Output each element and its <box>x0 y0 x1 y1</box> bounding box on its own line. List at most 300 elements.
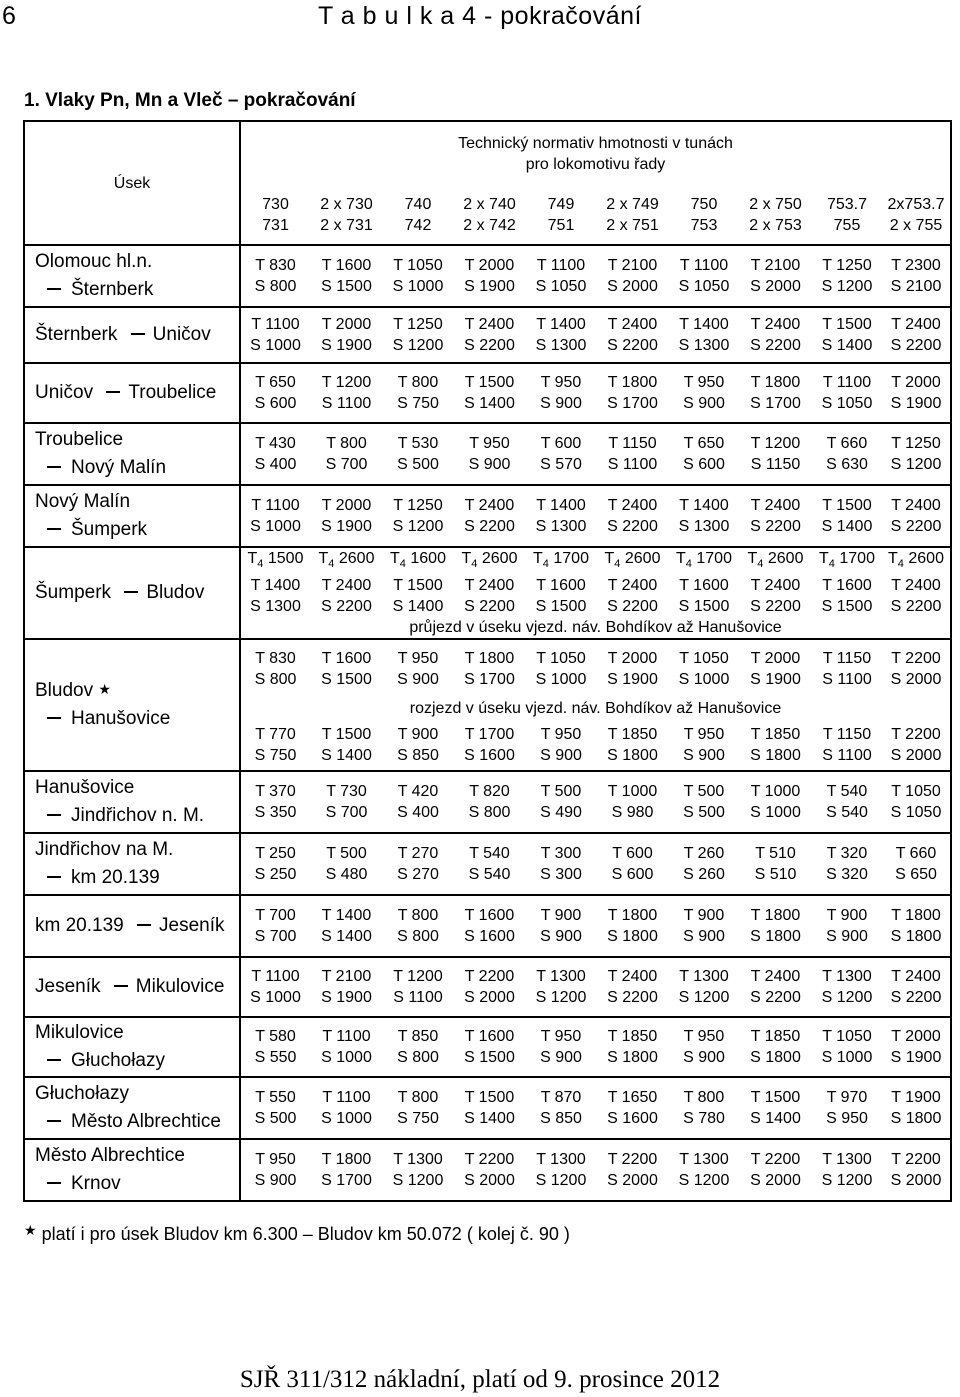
norm-s: S 1300 <box>678 337 730 354</box>
table-row <box>24 363 951 423</box>
norm-s: S 1700 <box>464 670 515 688</box>
norm-cell <box>669 833 739 895</box>
norm-cell <box>669 639 739 697</box>
norm-cell <box>240 485 310 547</box>
header-loco-column <box>240 186 310 245</box>
norm-s: S 1800 <box>750 1049 801 1067</box>
norm-cell <box>310 307 383 363</box>
table-row <box>24 245 951 307</box>
norm-cell <box>526 547 596 617</box>
norm-t: T 1850 <box>607 1028 658 1046</box>
norm-t: T 2400 <box>607 316 658 333</box>
norm-s: S 1300 <box>535 518 587 535</box>
norm-t: T 2000 <box>321 316 372 333</box>
norm-cell <box>453 307 526 363</box>
norm-s: S 750 <box>397 1110 439 1128</box>
section-from-text: Uničov <box>35 382 94 403</box>
norm-t: T 2200 <box>891 649 941 667</box>
norm-s: S 1400 <box>392 598 444 616</box>
norm-s: S 900 <box>540 746 582 764</box>
page-number: 6 <box>2 2 16 30</box>
norm-s: S 1400 <box>750 1110 801 1128</box>
dash-icon <box>114 985 128 987</box>
loco-series: 2 x 731 <box>320 217 373 234</box>
route-note: průjezd v úseku vjezd. náv. Bohdíkov až Hanušovice <box>240 617 951 639</box>
norm-cell <box>596 771 669 833</box>
norm-cell <box>812 771 882 833</box>
section-from <box>35 1080 239 1108</box>
section-name <box>24 895 240 957</box>
page-title: T a b u l k a 4 - pokračování <box>318 2 642 30</box>
norm-t: T 300 <box>540 845 582 863</box>
norm-s: S 2200 <box>890 518 942 535</box>
norm-s: S 1150 <box>750 456 801 473</box>
norm-t: T 800 <box>326 435 367 452</box>
norm-t: T 1400 <box>250 577 301 595</box>
norm-cell <box>812 547 882 617</box>
norm-t: T 1050 <box>822 1028 872 1046</box>
norm-cell <box>453 245 526 307</box>
section-from-text: Bludov <box>35 680 94 702</box>
norm-s: S 1500 <box>535 598 587 616</box>
norm-cell <box>453 1017 526 1077</box>
loco-series: 2 x 750 <box>749 196 802 213</box>
section-to-text: Bludov <box>146 582 205 604</box>
norm-s: S 800 <box>397 928 439 946</box>
norm-s: S 1000 <box>535 670 587 688</box>
norm-cell <box>882 245 951 307</box>
norm-t: T 1100 <box>251 497 300 514</box>
norm-cell <box>240 771 310 833</box>
route-note: rozjezd v úseku vjezd. náv. Bohdíkov až Hanušovice <box>240 697 951 719</box>
norm-cell <box>812 895 882 957</box>
norm-s: S 1900 <box>464 278 515 295</box>
section-to-text: Głuchołazy <box>71 1050 165 1072</box>
norm-cell <box>383 423 453 485</box>
loco-series: 2 x 730 <box>320 196 373 213</box>
header-group <box>240 121 951 186</box>
norm-s: S 1700 <box>321 1172 372 1190</box>
norm-cell <box>812 1017 882 1077</box>
norm-t: T 500 <box>540 783 582 801</box>
norm-s: S 780 <box>683 1110 725 1128</box>
norm-s: S 1800 <box>607 928 658 946</box>
t4-value: 2600 <box>481 550 518 567</box>
norm-t: T 800 <box>683 1089 725 1107</box>
t4-value: 1700 <box>839 550 875 567</box>
norm-cell <box>526 719 596 771</box>
norm-t: T 1050 <box>536 649 586 667</box>
norm-t: T 820 <box>469 783 510 801</box>
section-name <box>24 245 240 307</box>
loco-series: 2 x 742 <box>463 217 516 234</box>
norm-s: S 2200 <box>890 598 942 616</box>
section-from-text: Šternberk <box>35 324 118 345</box>
section-to-text: Uničov <box>152 324 211 345</box>
norm-s: S 900 <box>826 928 868 946</box>
header-loco-column <box>383 186 453 245</box>
norm-t: T 2000 <box>891 1028 941 1046</box>
norm-cell <box>739 719 812 771</box>
norm-cell <box>669 1139 739 1201</box>
norm-t: T 500 <box>683 783 725 801</box>
norm-t: T 2400 <box>607 968 658 986</box>
norm-cell <box>310 895 383 957</box>
norm-cell <box>240 423 310 485</box>
norm-t4 <box>812 548 882 575</box>
norm-s: S 1000 <box>750 804 801 822</box>
norm-cell <box>453 1077 526 1139</box>
section-from-text: Głuchołazy <box>35 1083 129 1105</box>
norm-s: S 800 <box>254 278 297 295</box>
t4-value: 1600 <box>410 550 446 567</box>
norm-cell <box>739 1077 812 1139</box>
table-row <box>24 307 951 363</box>
norm-s: S 1800 <box>750 928 801 946</box>
norm-t: T 900 <box>540 907 582 925</box>
norm-t: T 2000 <box>891 374 941 391</box>
dash-icon <box>47 1120 61 1122</box>
section-name <box>24 1017 240 1077</box>
norm-cell <box>882 485 951 547</box>
norm-t: T 1000 <box>750 783 801 801</box>
section-name <box>24 423 240 485</box>
norm-t: T 600 <box>540 435 582 452</box>
norm-s: S 1000 <box>250 989 301 1007</box>
norm-cell <box>739 895 812 957</box>
table-row <box>24 485 951 547</box>
norm-t: T 2400 <box>464 497 515 514</box>
norm-s: S 1500 <box>321 278 372 295</box>
norm-s: S 850 <box>540 1110 582 1128</box>
norm-t: T 1300 <box>679 1151 729 1169</box>
norm-s: S 900 <box>683 928 725 946</box>
norm-s: S 800 <box>397 1049 439 1067</box>
page-footer: SJŘ 311/312 nákladní, platí od 9. prosince 2012 <box>239 1366 721 1393</box>
norm-s: S 1000 <box>321 1049 372 1067</box>
norm-t: T 1300 <box>536 1151 586 1169</box>
norm-t: T 1500 <box>321 725 372 743</box>
section-to <box>35 1170 121 1198</box>
dash-icon <box>137 924 151 926</box>
table-row <box>24 639 951 697</box>
norm-cell <box>526 1139 596 1201</box>
norm-s: S 1200 <box>890 456 942 473</box>
norm-cell <box>739 1139 812 1201</box>
norm-s: S 1500 <box>821 598 873 616</box>
header-loco-column <box>812 186 882 245</box>
header-usek: Úsek <box>24 121 240 245</box>
norm-t: T 1250 <box>393 497 443 514</box>
norm-cell <box>383 719 453 771</box>
norm-cell <box>882 719 951 771</box>
norm-s: S 600 <box>611 866 654 884</box>
norm-cell <box>812 1077 882 1139</box>
norm-t: T 770 <box>255 725 296 743</box>
norm-cell <box>812 363 882 423</box>
dash-icon <box>47 717 61 719</box>
norm-t: T 1300 <box>536 968 586 986</box>
norm-t: T 1400 <box>536 316 586 333</box>
section-from <box>35 1019 239 1047</box>
section-from-text: Mikulovice <box>35 1022 124 1044</box>
norm-t: T 2200 <box>464 1151 515 1169</box>
norm-t: T 900 <box>683 907 725 925</box>
norm-s: S 510 <box>754 866 797 884</box>
norm-cell <box>526 895 596 957</box>
norm-t: T 530 <box>397 435 439 452</box>
norm-s: S 2200 <box>464 337 515 354</box>
norm-t: T 580 <box>255 1028 296 1046</box>
norm-t: T 1800 <box>891 907 941 925</box>
norm-cell <box>739 485 812 547</box>
norm-s: S 700 <box>254 928 297 946</box>
norm-s: S 2000 <box>890 670 942 688</box>
norm-t: T 1300 <box>822 1151 872 1169</box>
norm-t: T 2100 <box>607 257 658 274</box>
norm-s: S 1050 <box>890 804 942 822</box>
norm-t: T 1700 <box>464 725 515 743</box>
norm-cell <box>310 1017 383 1077</box>
norm-s: S 1700 <box>750 395 801 412</box>
section-from <box>35 1142 239 1170</box>
norm-s: S 1800 <box>890 1110 942 1128</box>
norm-cell <box>739 245 812 307</box>
norm-cell <box>383 245 453 307</box>
norm-cell <box>310 363 383 423</box>
norm-t: T 1600 <box>464 1028 515 1046</box>
norm-cell <box>596 307 669 363</box>
norm-cell <box>739 833 812 895</box>
norm-s: S 1500 <box>678 598 730 616</box>
norm-cell <box>310 719 383 771</box>
section-to-text: Nový Malín <box>71 457 167 478</box>
norm-s: S 540 <box>468 866 511 884</box>
norm-s: S 1400 <box>464 1110 515 1128</box>
norm-cell <box>882 771 951 833</box>
star-icon: ★ <box>98 681 111 698</box>
norm-cell <box>882 307 951 363</box>
norm-s: S 1600 <box>464 746 515 764</box>
norm-t: T 1850 <box>750 725 801 743</box>
norm-s: S 1050 <box>535 278 587 295</box>
norm-t: T 1050 <box>679 649 729 667</box>
norm-cell <box>812 833 882 895</box>
norm-s: S 2200 <box>750 989 801 1007</box>
t4-value: 2600 <box>338 550 375 567</box>
norm-s: S 1300 <box>535 337 587 354</box>
norm-cell <box>882 895 951 957</box>
norm-s: S 480 <box>325 866 368 884</box>
norm-t: T 260 <box>683 845 725 863</box>
norm-t: T 1050 <box>891 783 941 801</box>
section-to-text: Hanušovice <box>71 708 171 730</box>
norm-s: S 2100 <box>890 278 942 295</box>
norm-cell <box>383 485 453 547</box>
norm-t: T 950 <box>683 374 725 391</box>
section-name <box>24 547 240 639</box>
norm-t: T 2400 <box>891 577 941 595</box>
norm-s: S 1000 <box>250 518 301 535</box>
section-from <box>35 774 239 802</box>
section-from-text: Město Albrechtice <box>35 1145 185 1167</box>
norm-cell <box>310 485 383 547</box>
norm-t: T 950 <box>683 1028 725 1046</box>
norm-s: S 500 <box>683 804 725 822</box>
norm-cell <box>240 547 310 617</box>
t4-prefix: T <box>247 550 258 567</box>
norm-t: T 1600 <box>321 257 372 274</box>
norm-s: S 1900 <box>890 395 942 412</box>
norm-s: S 2000 <box>750 278 801 295</box>
norm-s: S 260 <box>683 866 725 884</box>
t4-value: 1500 <box>267 550 304 567</box>
norm-s: S 980 <box>611 804 654 822</box>
section-name <box>24 639 240 771</box>
norm-cell <box>882 957 951 1017</box>
table-row <box>24 895 951 957</box>
section-from-text: km 20.139 <box>35 915 124 937</box>
norm-t: T 1800 <box>607 374 658 391</box>
section-name <box>24 485 240 547</box>
norm-cell <box>453 547 526 617</box>
norm-s: S 1300 <box>250 598 301 616</box>
norm-t: T 950 <box>397 649 439 667</box>
norm-t: T 830 <box>255 649 296 667</box>
norm-t: T 1800 <box>464 649 515 667</box>
norm-s: S 2200 <box>750 598 801 616</box>
header-loco-column <box>310 186 383 245</box>
norm-s: S 700 <box>325 804 368 822</box>
norm-s: S 800 <box>468 804 511 822</box>
norm-s: S 2200 <box>607 337 658 354</box>
section-from-text: Šumperk <box>35 582 112 604</box>
norm-s: S 1500 <box>464 1049 515 1067</box>
norm-t: T 1100 <box>322 1089 371 1107</box>
norm-t: T 950 <box>540 1028 582 1046</box>
norm-s: S 1100 <box>822 746 872 764</box>
norm-cell <box>526 833 596 895</box>
norm-t: T 2400 <box>891 497 941 514</box>
norm-cell <box>383 1017 453 1077</box>
table-row <box>24 1139 951 1201</box>
norm-cell <box>453 423 526 485</box>
norm-s: S 2200 <box>607 598 658 616</box>
section-to <box>35 1047 165 1075</box>
norm-cell <box>882 547 951 617</box>
norm-cell <box>882 1077 951 1139</box>
norm-s: S 900 <box>397 670 439 688</box>
loco-series: 753 <box>690 217 718 234</box>
norm-t: T 2400 <box>891 968 941 986</box>
norm-s: S 2000 <box>750 1172 801 1190</box>
section-from-text: Jindřichov na M. <box>35 839 174 861</box>
norm-cell <box>812 485 882 547</box>
norm-s: S 300 <box>540 866 582 884</box>
norm-s: S 250 <box>254 866 297 884</box>
dash-icon <box>47 1059 61 1061</box>
norm-cell <box>310 1077 383 1139</box>
norm-s: S 900 <box>683 746 725 764</box>
section-name <box>24 307 240 363</box>
norm-t: T 2400 <box>464 577 515 595</box>
norm-s: S 500 <box>397 456 439 473</box>
norm-t: T 1200 <box>321 374 372 391</box>
norm-cell <box>739 771 812 833</box>
norm-t: T 1800 <box>750 907 801 925</box>
t4-prefix: T <box>604 550 615 567</box>
norm-cell <box>882 423 951 485</box>
norm-s: S 1200 <box>821 1172 873 1190</box>
section-subtitle: 1. Vlaky Pn, Mn a Vleč – pokračování <box>24 90 356 111</box>
t4-subscript: 4 <box>328 558 335 571</box>
header-group-line2: pro lokomotivu řady <box>525 156 666 173</box>
norm-cell <box>310 833 383 895</box>
dash-icon <box>47 814 61 816</box>
loco-series: 742 <box>404 217 432 234</box>
norm-s: S 750 <box>254 746 297 764</box>
norm-t: T 2200 <box>607 1151 658 1169</box>
norm-cell <box>526 363 596 423</box>
norm-cell <box>812 639 882 697</box>
norm-cell <box>526 1017 596 1077</box>
norm-s: S 900 <box>683 395 725 412</box>
t4-prefix: T <box>390 550 400 567</box>
norm-cell <box>812 423 882 485</box>
norm-s: S 1800 <box>750 746 801 764</box>
norm-t: T 1250 <box>891 435 941 452</box>
t4-subscript: 4 <box>542 558 549 571</box>
norm-s: S 490 <box>540 804 582 822</box>
norm-cell <box>669 245 739 307</box>
norm-t: T 1850 <box>750 1028 801 1046</box>
norm-s: S 900 <box>254 1172 297 1190</box>
header-loco-column <box>526 186 596 245</box>
norm-cell <box>383 1139 453 1201</box>
norm-cell <box>812 957 882 1017</box>
norm-t: T 800 <box>397 907 439 925</box>
norm-t: T 600 <box>612 845 653 863</box>
norm-s: S 1100 <box>321 395 372 412</box>
norm-cell <box>383 547 453 617</box>
norm-t: T 1600 <box>464 907 515 925</box>
norm-t: T 2400 <box>750 577 801 595</box>
norm-t: T 1400 <box>536 497 586 514</box>
norm-s: S 1100 <box>822 670 872 688</box>
norm-s: S 400 <box>397 804 439 822</box>
loco-series: 2 x 740 <box>463 196 516 213</box>
t4-subscript: 4 <box>897 558 904 571</box>
norm-t: T 1050 <box>393 257 443 274</box>
norm-t4 <box>882 548 950 575</box>
section-from-text: Troubelice <box>35 429 124 450</box>
section-from-text: Jeseník <box>35 976 101 998</box>
norm-cell <box>383 639 453 697</box>
norm-s: S 1200 <box>678 989 730 1007</box>
norm-cell <box>453 719 526 771</box>
norm-t: T 2300 <box>891 257 941 274</box>
norm-t: T 1100 <box>251 968 300 986</box>
norm-cell <box>310 771 383 833</box>
norm-t: T 660 <box>826 435 868 452</box>
section-to <box>35 1108 221 1136</box>
norm-t: T 250 <box>255 845 296 863</box>
dash-icon <box>47 466 61 468</box>
section-to <box>35 276 153 304</box>
t4-subscript: 4 <box>257 558 264 571</box>
norm-cell <box>526 1077 596 1139</box>
norm-t4 <box>669 548 739 575</box>
